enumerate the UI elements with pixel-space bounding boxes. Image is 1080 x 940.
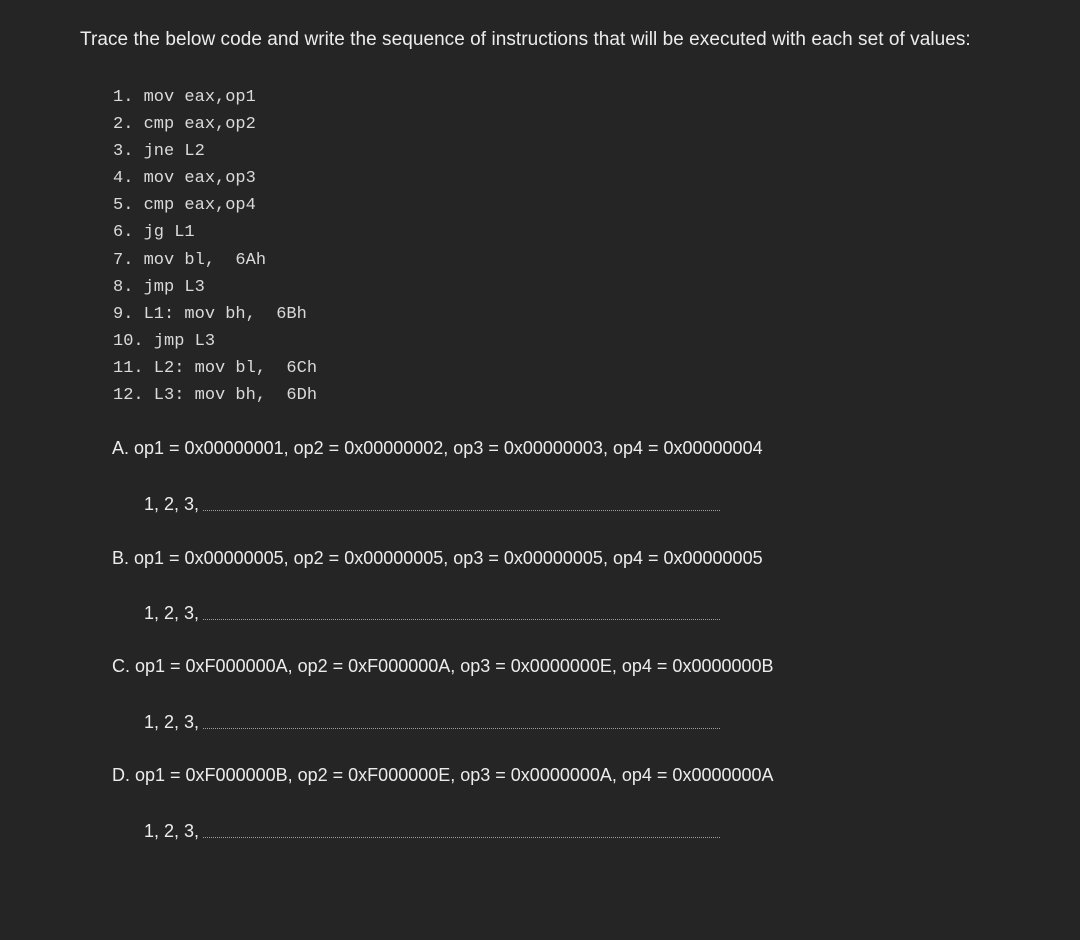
answer-d-prefix: 1, 2, 3, (144, 821, 200, 841)
answer-b-field[interactable] (203, 619, 720, 620)
question-d: D. op1 = 0xF000000B, op2 = 0xF000000E, op3 = 0x0000000A, op4 = 0x0000000A (112, 765, 774, 785)
code-line: 10. jmp L3 (113, 331, 216, 351)
answer-a-field[interactable] (203, 510, 720, 511)
answer-c-field[interactable] (203, 728, 720, 729)
code-line: 2. cmp eax,op2 (113, 115, 256, 135)
answer-a-prefix: 1, 2, 3, (144, 494, 200, 514)
code-line: 8. jmp L3 (113, 277, 205, 297)
question-c: C. op1 = 0xF000000A, op2 = 0xF000000A, op3 = 0x0000000E, op4 = 0x0000000B (112, 656, 774, 676)
answer-c-prefix: 1, 2, 3, (144, 712, 200, 732)
code-line: 6. jg L1 (113, 223, 195, 243)
instructions-heading: Trace the below code and write the sequence of instructions that will be executed with each set of values: (80, 29, 971, 50)
code-line: 5. cmp eax,op4 (113, 196, 256, 216)
answer-d-field[interactable] (203, 837, 720, 838)
code-line: 12. L3: mov bh, 6Dh (113, 386, 318, 406)
code-line: 4. mov eax,op3 (113, 169, 256, 189)
question-b: B. op1 = 0x00000005, op2 = 0x00000005, op3 = 0x00000005, op4 = 0x00000005 (112, 548, 763, 568)
code-line: 11. L2: mov bl, 6Ch (113, 358, 318, 378)
code-line: 7. mov bl, 6Ah (113, 250, 267, 270)
code-line: 9. L1: mov bh, 6Bh (113, 304, 307, 324)
answer-b-prefix: 1, 2, 3, (144, 603, 200, 623)
code-line: 3. jne L2 (113, 142, 205, 162)
question-a: A. op1 = 0x00000001, op2 = 0x00000002, op3 = 0x00000003, op4 = 0x00000004 (112, 438, 763, 458)
code-line: 1. mov eax,op1 (113, 88, 256, 107)
assembly-code-block (113, 86, 317, 411)
